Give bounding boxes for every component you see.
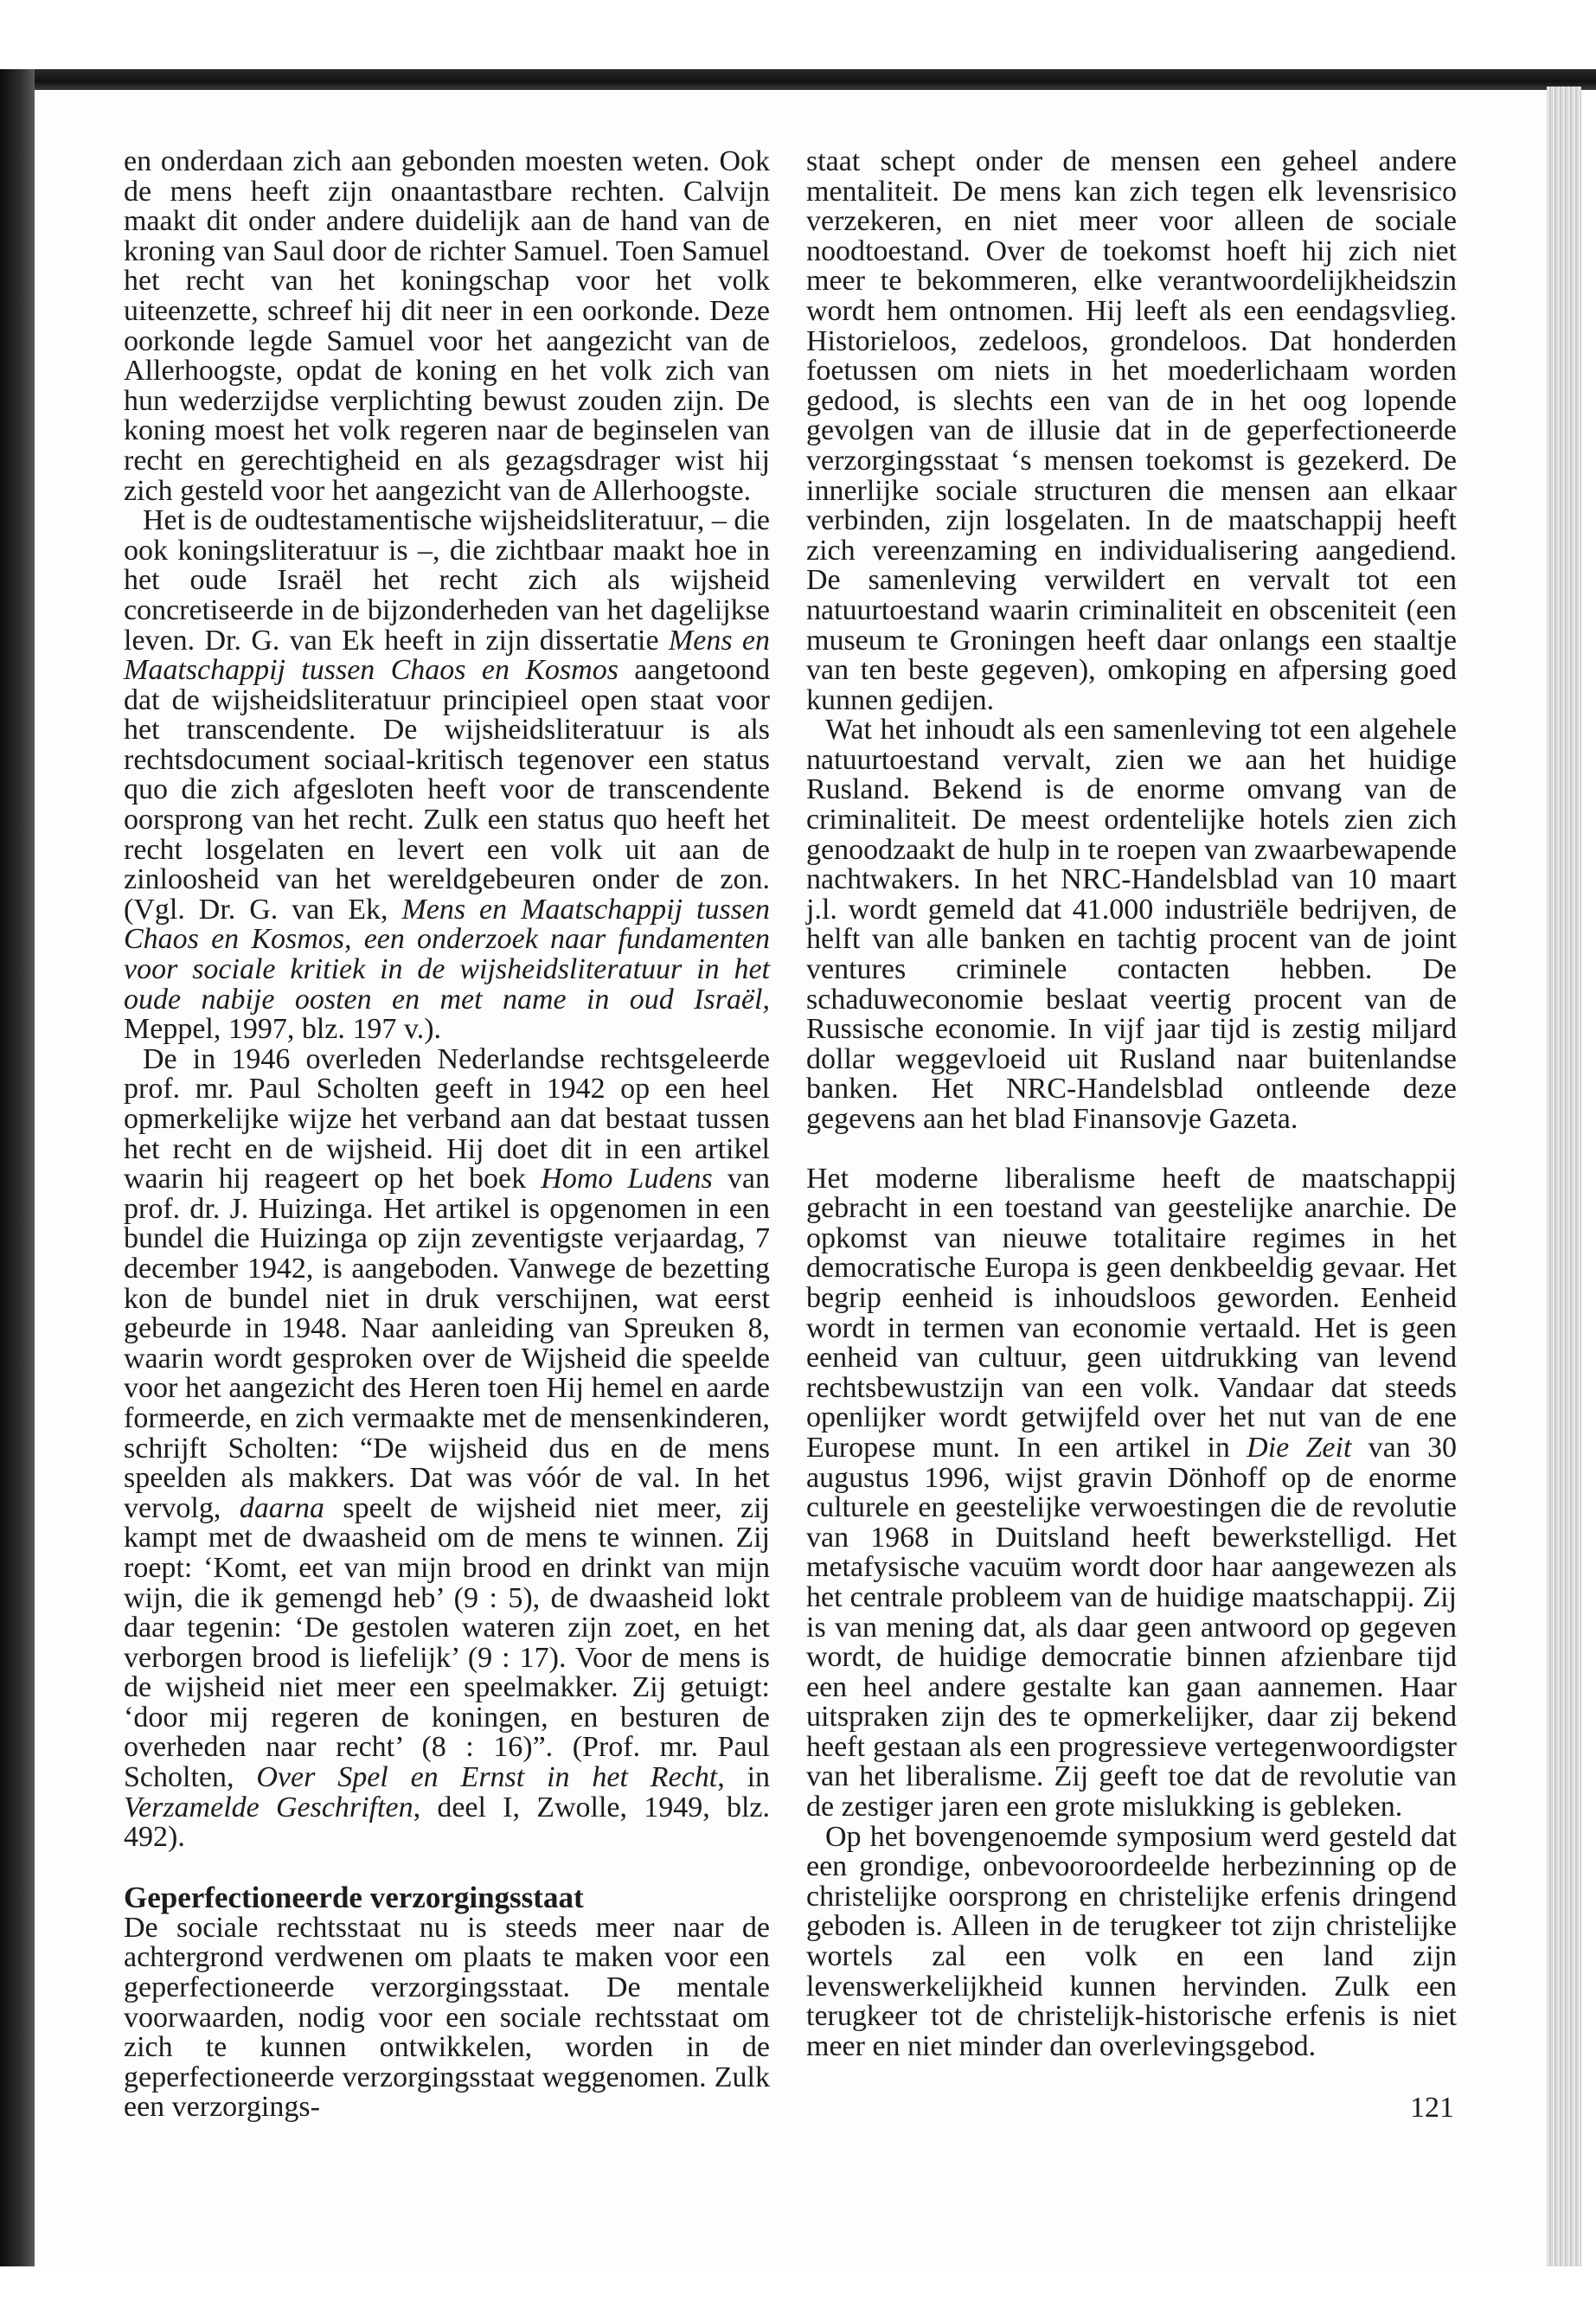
section-heading: Geperfectioneerde verzorgingsstaat	[124, 1880, 584, 1914]
paragraph: Op het bovengenoemde symposium werd gesteld dat een grondige, onbevooroordeelde herbezinning op de christelijke oorsprong en christelijke erfenis dringend geboden is. Alleen in de terugkeer tot zijn christelijke wortels zal een volk en een land zijn levenswerkelijkheid kunnen hervinden. Zulk een terugkeer tot de christelijk-historische erfenis is niet meer en niet minder dan overlevingsgebod.	[806, 1820, 1457, 2062]
right-column	[806, 147, 1457, 2061]
scan-margin-top	[0, 0, 1596, 80]
paragraph: Het moderne liberalisme heeft de maatschappij gebracht in een toestand van geestelijke anarchie. De opkomst van nieuwe totalitaire regimes in het democratische Europa is geen denkbeeldig gevaar. Het begrip eenheid is inhoudsloos geworden. Eenheid wordt in termen van economie vertaald. Het is geen eenheid van cultuur, geen uitdrukking van levend rechtsbewustzijn van een volk. Vandaar dat steeds openlijker wordt getwijfeld over het nut van de ene Europese munt. In een artikel in Die Zeit van 30 augustus 1996, wijst gravin Dönhoff op de enorme culturele en geestelijke verwoestingen die de revolutie van 1968 in Duitsland heeft bewerkstelligd. Het metafysische vacuüm wordt door haar aangewezen als het centrale probleem van de huidige maatschappij. Zij is van mening dat, als daar geen antwoord op gegeven wordt, de huidige democratie binnen afzienbare tijd een heel andere gestalte kan gaan aannemen. Haar uitspraken zijn des te opmerkelijker, daar zij bekend heeft gestaan als een progressieve vertegenwoordigster van het liberalisme. Zij geeft toe dat de revolutie van de zestiger jaren een grote mislukking is gebleken.	[806, 1162, 1457, 1823]
paragraph: Wat het inhoudt als een samenleving tot een algehele natuurtoestand vervalt, zien we aan het huidige Rusland. Bekend is de enorme omvang van de criminaliteit. De meest ordentelijke hotels zien zich genoodzaakt de hulp in te roepen van zwaarbewapende nachtwakers. In het NRC-Handelsblad van 10 maart j.l. wordt gemeld dat 41.000 industriële bedrijven, de helft van alle banken en tachtig procent van de joint ventures criminele contacten hebben. De schaduweconomie beslaat veertig procent van de Russische economie. In vijf jaar tijd is zestig miljard dollar weggevloeid uit Rusland naar buitenlandse banken. Het NRC-Handelsblad ontleende deze gegevens aan het blad Finansovje Gazeta.	[806, 714, 1457, 1135]
paragraph: De in 1946 overleden Nederlandse rechtsgeleerde prof. mr. Paul Scholten geeft in 1942 op een heel opmerkelijke wijze het verband aan dat bestaat tussen het recht en de wijsheid. Hij doet dit in een artikel waarin hij reageert op het boek Homo Ludens van prof. dr. J. Huizinga. Het artikel is opgenomen in een bundel die Huizinga op zijn zeventigste verjaardag, 7 december 1942, is aangeboden. Vanwege de bezetting kon de bundel niet in druk verschijnen, wat eerst gebeurde in 1948. Naar aanleiding van Spreuken 8, waarin wordt gesproken over de Wijsheid die speelde voor het aangezicht des Heren toen Hij hemel en aarde formeerde, en zich vermaakte met de mensenkinderen, schrijft Scholten: “De wijsheid dus en de mens speelden als makkers. Dat was vóór de val. In het vervolg, daarna speelt de wijsheid niet meer, zij kampt met de dwaasheid om de mens te winnen. Zij roept: ‘Komt, eet van mijn brood en drinkt van mijn wijn, die ik gemengd heb’ (9 : 5), de dwaasheid lokt daar tegenin: ‘De gestolen wateren zijn zoet, en het verborgen brood is liefelijk’ (9 : 17). Voor de mens is de wijsheid niet meer een speelmakker. Zij getuigt: ‘door mij regeren de koningen, en besturen de overheden naar recht’ (8 : 16)”. (Prof. mr. Paul Scholten, Over Spel en Ernst in het Recht, in Verzamelde Geschriften, deel I, Zwolle, 1949, blz. 492).	[124, 1042, 771, 1854]
scan-margin-bottom	[0, 2266, 1596, 2301]
paragraph: Het is de oudtestamentische wijsheidsliteratuur, – die ook koningsliteratuur is –, die zichtbaar maakt hoe in het oude Israël het recht zich als wijsheid concretiseerde in de bijzonderheden van het dagelijkse leven. Dr. G. van Ek heeft in zijn dissertatie Mens en Maatschappij tussen Chaos en Kosmos aangetoond dat de wijsheidsliteratuur principieel open staat voor het transcendente. De wijsheidsliteratuur is als rechtsdocument sociaal-kritisch tegenover een status quo die zich afgesloten heeft voor de transcendente oorsprong van het recht. Zulk een status quo heeft het recht losgelaten en levert een volk uit aan de zinloosheid van het wereldgebeuren onder de zon. (Vgl. Dr. G. van Ek, Mens en Maatschappij tussen Chaos en Kosmos, een onderzoek naar fundamenten voor sociale kritiek in de wijsheidsliteratuur in het oude nabije oosten en met name in oud Israël, Meppel, 1997, blz. 197 v.).	[124, 504, 770, 1046]
paragraph: staat schept onder de mensen een geheel andere mentaliteit. De mens kan zich tegen elk levensrisico verzekeren, en niet meer voor alleen de sociale noodtoestand. Over de toekomst hoeft hij zich niet meer te bekommeren, elke verantwoordelijkheidszin wordt hem ontnomen. Hij leeft als een eendagsvlieg. Historieloos, zedeloos, grondeloos. Dat honderden foetussen om niets in het moederlichaam worden gedood, is slechts een van de in het oog lopende gevolgen van de illusie dat in de geperfectioneerde verzorgingsstaat ‘s mensen toekomst is gezekerd. De innerlijke sociale structuren die mensen aan elkaar verbinden, zijn losgelaten. In de maatschappij heeft zich vereenzaming en individualisering aangediend. De samenleving verwildert en vervalt tot een natuurtoestand waarin criminaliteit en obsceniteit (een museum te Groningen heeft daar onlangs een staaltje van ten beste gegeven), omkoping en afpersing goed kunnen gedijen.	[806, 145, 1457, 716]
paragraph: De sociale rechtsstaat nu is steeds meer naar de achtergrond verdwenen om plaats te maken voor een geperfectioneerde verzorgingsstaat. De mentale voorwaarden, nodig voor een sociale rechtsstaat om zich te kunnen ontwikkelen, worden in de geperfectioneerde verzorgingsstaat weggenomen. Zulk een verzorgings-	[124, 1911, 770, 2124]
page-number: 121	[1410, 2092, 1454, 2124]
scan-shadow-spine	[0, 69, 35, 2266]
scan-shadow-top	[0, 69, 1596, 90]
page-stack-edge	[1547, 87, 1581, 2266]
left-column	[124, 147, 770, 2123]
paragraph: en onderdaan zich aan gebonden moesten weten. Ook de mens heeft zijn onaantastbare rechten. Calvijn maakt dit onder andere duidelijk aan de hand van de kroning van Saul door de richter Samuel. Toen Samuel het recht van het koningschap voor het volk uiteenzette, schreef hij dit neer in een oorkonde. Deze oorkonde legde Samuel voor het aangezicht van de Allerhoogste, opdat de koning en het volk zich van hun wederzijdse verplichting bewust zouden zijn. De koning moest het volk regeren naar de beginselen van recht en gerechtigheid en als gezagsdrager wist hij zich gesteld voor het aangezicht van de Allerhoogste.	[124, 145, 770, 507]
